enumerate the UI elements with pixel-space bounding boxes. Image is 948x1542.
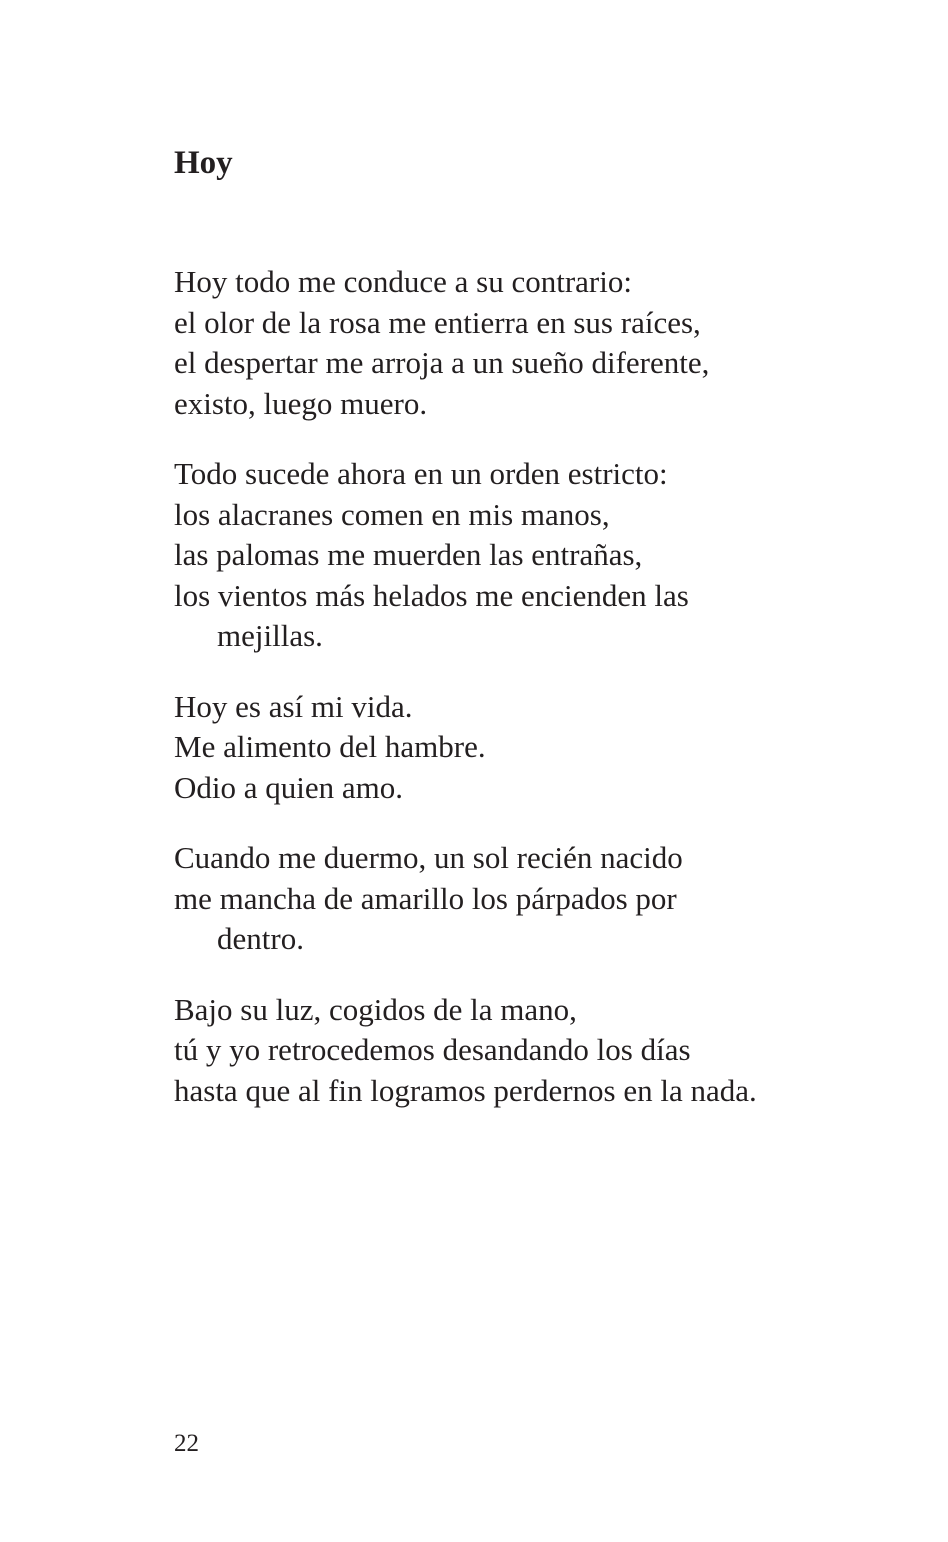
verse-line: los alacranes comen en mis manos, (174, 496, 610, 532)
verse-line: me mancha de amarillo los párpados por (174, 880, 677, 916)
stanza (174, 838, 914, 960)
verse-line: Bajo su luz, cogidos de la mano, (174, 991, 577, 1027)
stanza (174, 990, 914, 1112)
verse-line: existo, luego muero. (174, 385, 428, 421)
stanza (174, 262, 914, 424)
verse-line: los vientos más helados me encienden las (174, 577, 689, 613)
verse-line: Odio a quien amo. (174, 769, 404, 805)
verse-line: Hoy todo me conduce a su contrario: (174, 264, 632, 299)
verse-line: el olor de la rosa me entierra en sus raíces, (174, 304, 701, 340)
verse-line: tú y yo retrocedemos desandando los días (174, 1032, 691, 1067)
verse-line: Cuando me duermo, un sol recién nacido (174, 840, 683, 875)
verse-line-continuation: dentro. (217, 921, 304, 956)
verse-line: Todo sucede ahora en un orden estricto: (174, 456, 668, 491)
poem-body (174, 262, 914, 1141)
verse-line: las palomas me muerden las entrañas, (174, 537, 643, 572)
verse-line: Me alimento del hambre. (174, 729, 486, 764)
verse-line: Hoy es así mi vida. (174, 688, 413, 724)
verse-line-continuation: mejillas. (217, 618, 323, 653)
stanza (174, 687, 914, 809)
verse-line: el despertar me arroja a un sueño diferente, (174, 345, 710, 380)
stanza (174, 454, 914, 657)
verse-line: hasta que al fin logramos perdernos en la nada. (174, 1072, 757, 1108)
poem-title: Hoy (174, 145, 233, 181)
page-number: 22 (174, 1430, 199, 1457)
